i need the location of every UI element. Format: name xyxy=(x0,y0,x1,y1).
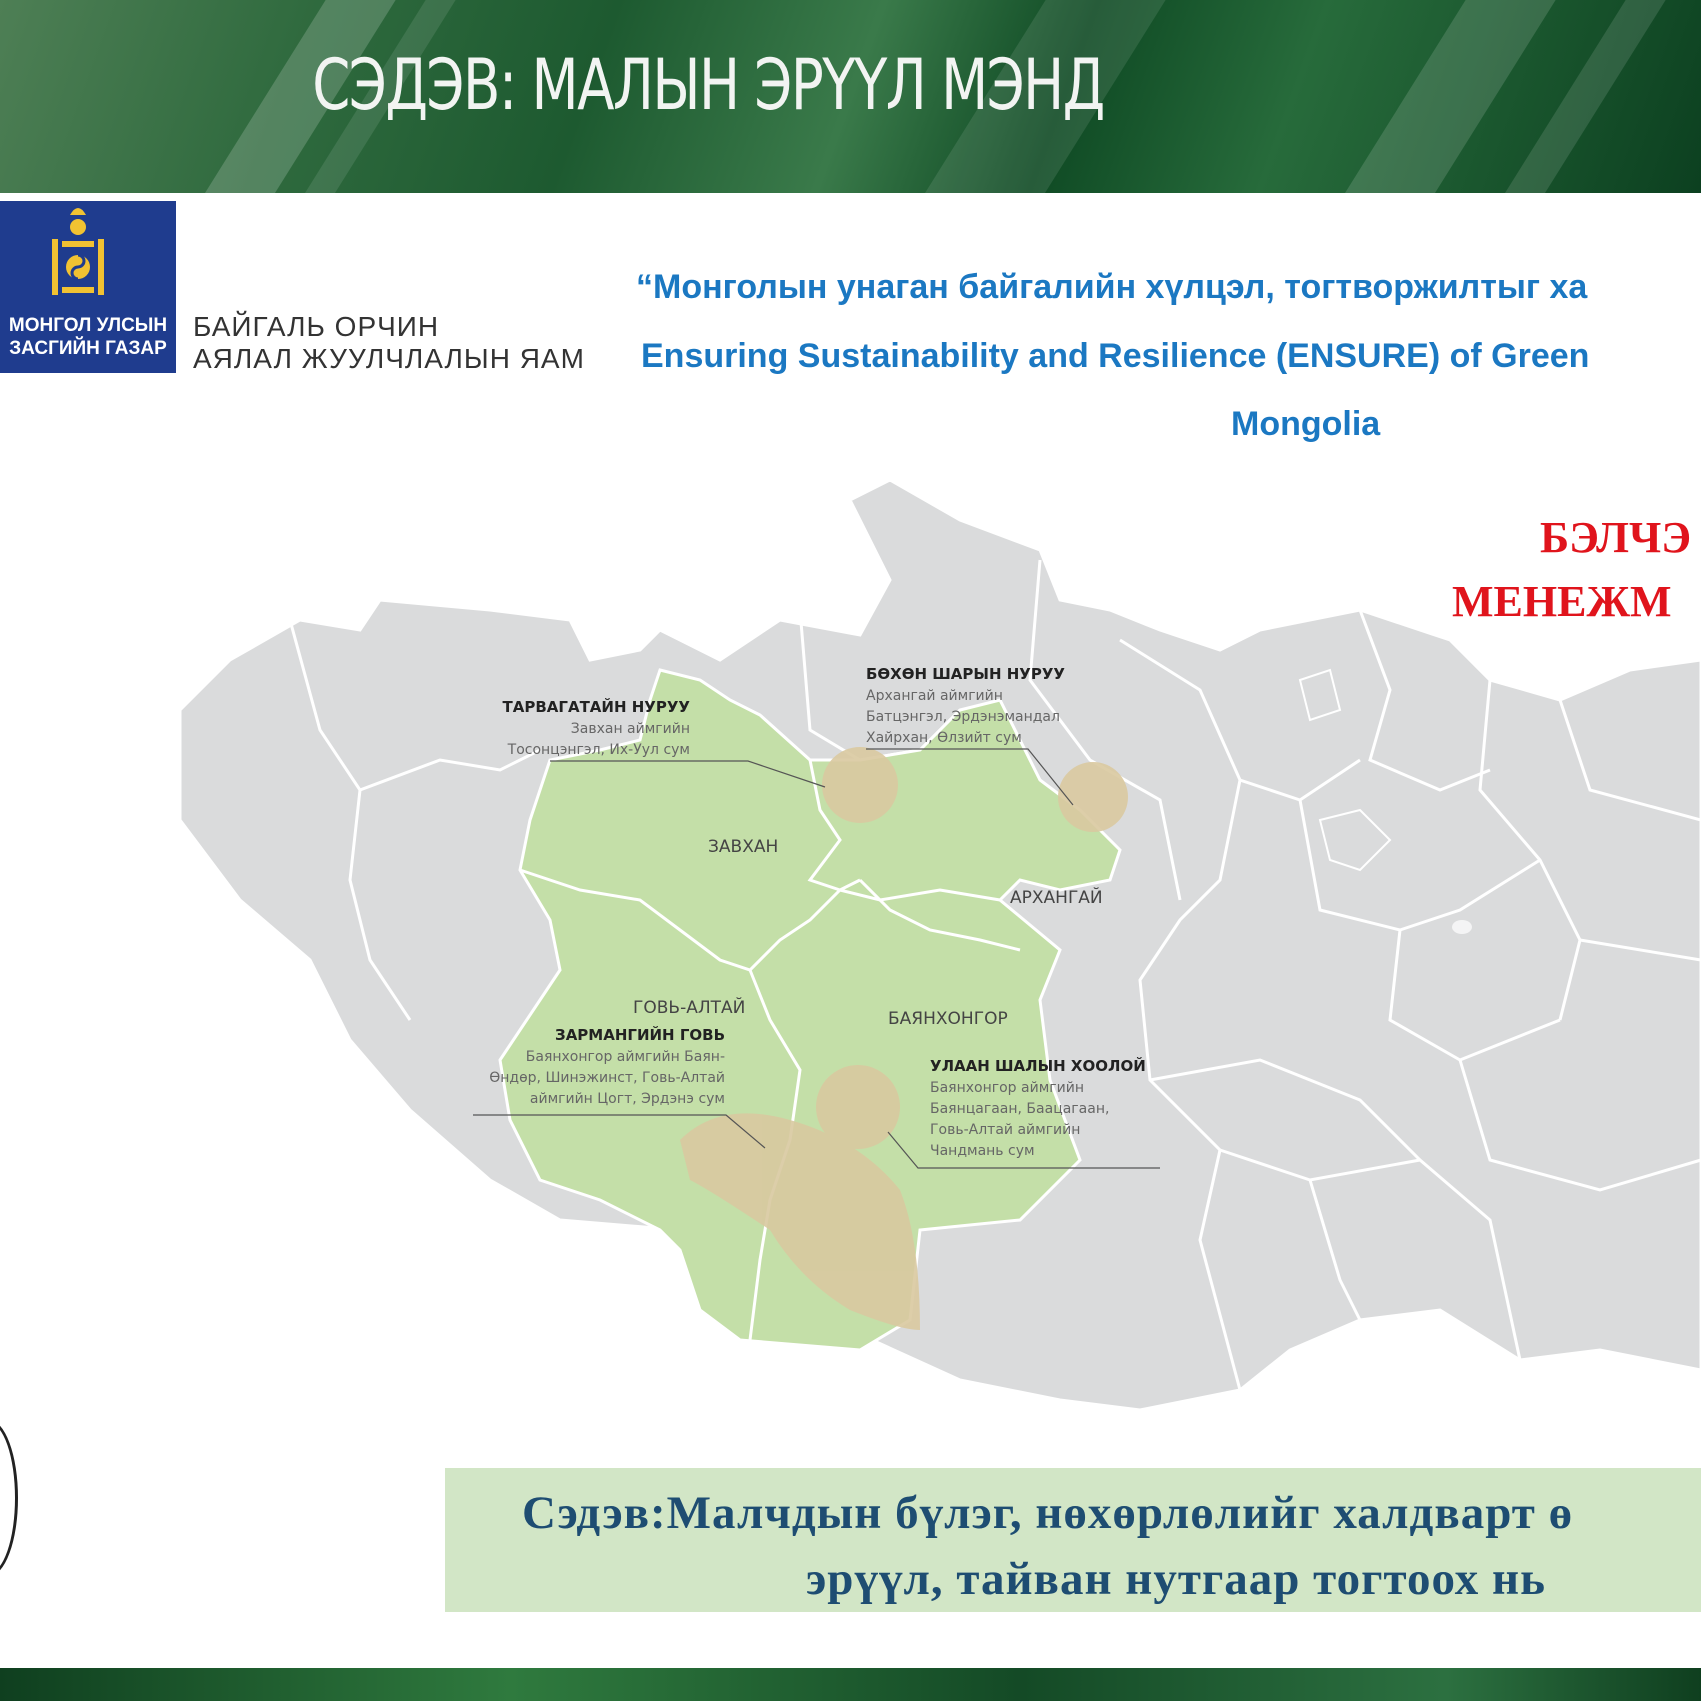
province-label: ЗАВХАН xyxy=(708,837,779,857)
province-label: БАЯНХОНГОР xyxy=(888,1009,1008,1029)
project-title-en: Ensuring Sustainability and Resilience (ENSURE) of Green xyxy=(641,337,1590,375)
ministry-line-2: АЯЛАЛ ЖУУЛЧЛАЛЫН ЯАМ xyxy=(193,343,585,374)
topic-line-1: Сэдэв:Малчдын бүлэг, нөхөрлөлийг халдварт ө xyxy=(522,1487,1574,1539)
side-heading-line-2: МЕНЕЖМ xyxy=(1452,577,1672,626)
emblem-line-1: МОНГОЛ УЛСЫН xyxy=(8,315,168,336)
site-text: Архангай аймгийн xyxy=(866,688,1003,704)
ministry-line-1: БАЙГАЛЬ ОРЧИН xyxy=(193,311,440,342)
site-title: БӨХӨН ШАРЫН НУРУУ xyxy=(866,665,1065,683)
side-heading-line-1: БЭЛЧЭ xyxy=(1540,513,1692,562)
site-text: Говь-Алтай аймгийн xyxy=(930,1122,1081,1138)
banner-title: СЭДЭВ: МАЛЫН ЭРҮҮЛ МЭНД xyxy=(312,44,1104,126)
site-text: Баянхонгор аймгийн Баян- xyxy=(525,1049,725,1065)
site-text: Завхан аймгийн xyxy=(570,721,690,737)
site-title: УЛААН ШАЛЫН ХООЛОЙ xyxy=(930,1057,1146,1075)
ministry-name xyxy=(193,311,585,375)
soyombo-icon xyxy=(0,201,176,311)
site-title: ТАРВАГАТАЙН НУРУУ xyxy=(502,698,690,716)
site-text: Баянцагаан, Баацагаан, xyxy=(930,1101,1110,1117)
government-logo xyxy=(0,201,176,373)
province-label: АРХАНГАЙ xyxy=(1010,888,1103,908)
project-title-country: Mongolia xyxy=(1231,405,1381,443)
site-text: Батцэнгэл, Эрдэнэмандал xyxy=(866,709,1060,725)
province-label: ГОВЬ-АЛТАЙ xyxy=(633,998,746,1018)
site-title: ЗАРМАНГИЙН ГОВЬ xyxy=(555,1026,725,1044)
site-text: Баянхонгор аймгийн xyxy=(930,1080,1084,1096)
project-title-mn: “Монголын унаган байгалийн хүлцэл, тогтворжилтыг ха xyxy=(636,268,1588,306)
site-text: Хайрхан, Өлзийт сум xyxy=(866,730,1022,746)
site-text: Тосонцэнгэл, Их-Уул сум xyxy=(507,742,690,758)
site-text: аймгийн Цогт, Эрдэнэ сум xyxy=(529,1091,725,1107)
header-banner xyxy=(0,0,1701,193)
site-text: Өндөр, Шинэжинст, Говь-Алтай xyxy=(489,1070,725,1086)
emblem-line-2: ЗАСГИЙН ГАЗАР xyxy=(9,338,167,359)
footer-bar xyxy=(0,1668,1701,1701)
topic-line-2: эрүүл, тайван нутгаар тогтоох нь xyxy=(806,1553,1546,1605)
site-text: Чандмань сум xyxy=(930,1143,1035,1159)
